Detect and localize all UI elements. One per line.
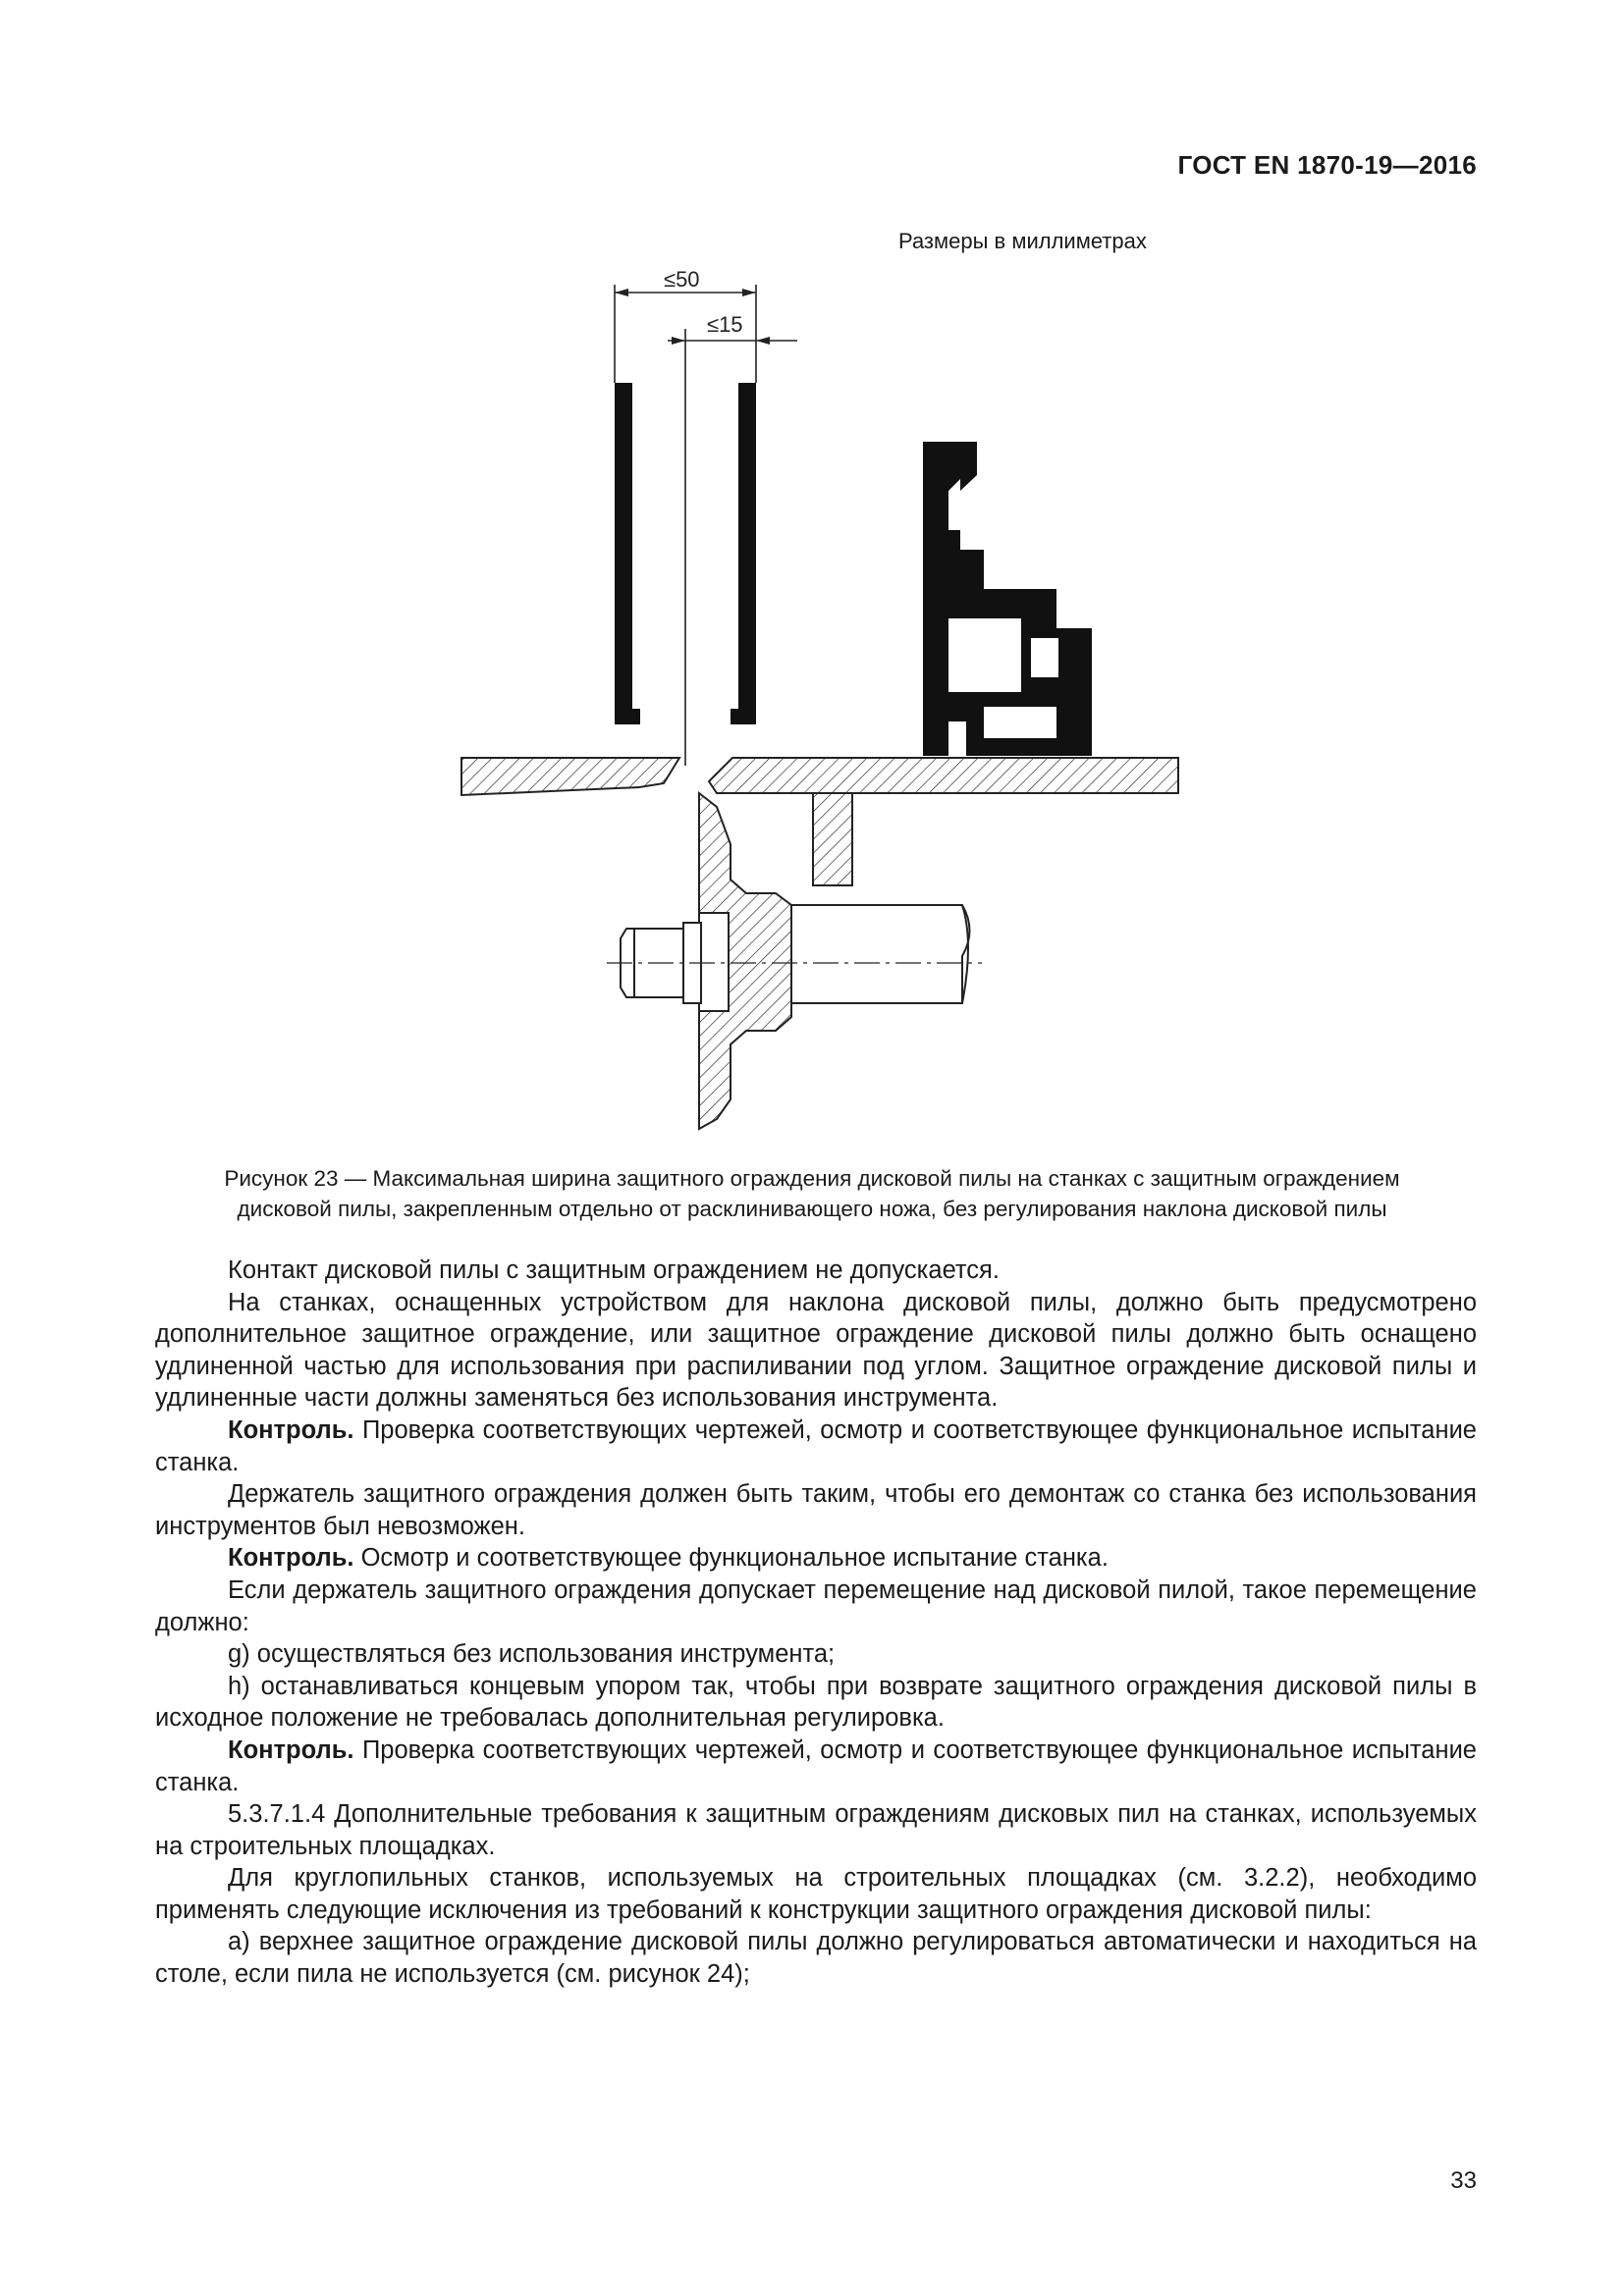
page-number: 33 [1450,2167,1477,2194]
paragraph: 5.3.7.1.4 Дополнительные требования к защитным ограждениям дисковых пил на станках, используемых на строительных площадках. [155,1800,1477,1860]
dim-inner-label: ≤15 [707,312,743,337]
figure-caption [147,1163,1477,1224]
units-note: Размеры в миллиметрах [898,229,1147,253]
paragraph: Контакт дисковой пилы с защитным ограждением не допускается. [228,1256,1000,1284]
body-text [155,1255,1477,1991]
paragraph: h) останавливаться концевым упором так, чтобы при возврате защитного ограждения дисковой пилы в исходное положение не требовалась дополнительная регулировка. [155,1672,1477,1733]
paragraph: Если держатель защитного ограждения допускает перемещение над дисковой пилой, такое перемещение должно: [155,1575,1477,1636]
document-header: ГОСТ EN 1870-19—2016 [1177,150,1477,180]
dim-outer-label: ≤50 [664,267,700,292]
paragraph: а) верхнее защитное ограждение дисковой пилы должно регулироваться автоматически и находиться на столе, если пила не используется (см. рисунок 24); [155,1928,1477,1989]
caption-line-1: Рисунок 23 — Максимальная ширина защитного ограждения дисковой пилы на станках с защитным ограждением [224,1166,1400,1191]
paragraph: g) осуществляться без использования инструмента; [228,1640,836,1669]
paragraph: Держатель защитного ограждения должен быть таким, чтобы его демонтаж со станка без использования инструментов был невозможен. [155,1480,1477,1540]
paragraph: На станках, оснащенных устройством для наклона дисковой пилы, должно быть предусмотрено дополнительное защитное ограждение, или защитное ограждение дисковой пилы должно быть оснащено удлиненной частью для использования при распиливании под углом. Защитное ограждение дисковой пилы и удлиненные части должны заменяться без использования инструмента. [155,1288,1477,1413]
paragraph: Контроль. Проверка соответствующих чертежей, осмотр и соответствующее функциональное испытание станка. [155,1415,1477,1476]
shaft [621,905,970,1003]
dimension-lines [615,285,797,766]
paragraph: Для круглопильных станков, используемых на строительных площадках (см. 3.2.2), необходимо применять следующие исключения из требований к конструкции защитного ограждения дисковой пилы: [155,1864,1477,1924]
caption-line-2: дисковой пилы, закрепленным отдельно от расклинивающего ножа, без регулирования наклона дисковой пилы [237,1197,1387,1221]
table-right [709,758,1178,885]
paragraph: Контроль. Осмотр и соответствующее функциональное испытание станка. [228,1544,1109,1573]
paragraph: Контроль. Проверка соответствующих чертежей, осмотр и соответствующее функциональное испытание станка. [155,1735,1477,1796]
table-left [461,758,679,795]
dimension-arrows [615,289,770,345]
